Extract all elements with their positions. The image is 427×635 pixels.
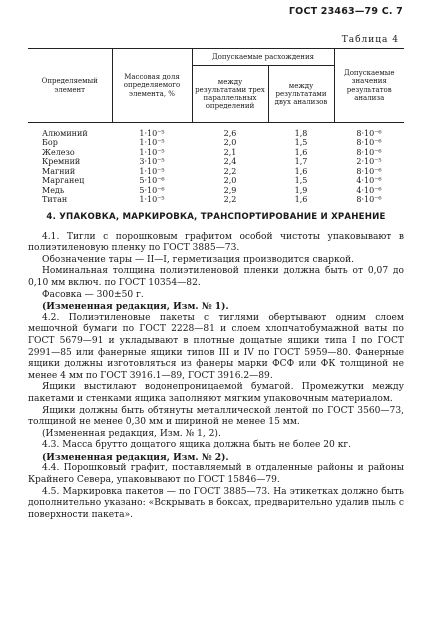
data-table	[28, 48, 404, 205]
paragraph-tare-designation: Обозначение тары — II—I, герметизация производится сваркой.	[42, 254, 355, 265]
cell-two: 1,6	[294, 166, 308, 176]
cell-mass: 5·10⁻⁶	[139, 176, 165, 185]
cell-element: Титан	[42, 195, 68, 204]
cell-three: 2,4	[223, 157, 237, 166]
cell-element: Бор	[42, 138, 58, 147]
paragraph-film-thickness: Номинальная толщина полиэтиленовой пленки должна быть от 0,07 до 0,10 мм включ. по ГОСТ 10354—82.	[28, 266, 404, 288]
header-between-two: между результатами двух анализов	[268, 66, 334, 123]
cell-two: 1,8	[294, 128, 308, 138]
amendment-note-3: (Измененная редакция, Изм. № 2).	[42, 451, 229, 463]
cell-allow: 8·10⁻⁶	[356, 138, 382, 147]
cell-allow: 8·10⁻⁶	[356, 195, 382, 204]
cell-three: 2,0	[223, 176, 237, 185]
cell-allow: 8·10⁻⁶	[356, 147, 382, 157]
table-row	[28, 186, 404, 196]
amendment-note-1: (Измененная редакция, Изм. № 1).	[42, 301, 229, 313]
cell-element: Кремний	[42, 157, 81, 166]
cell-two: 1,7	[294, 157, 308, 166]
cell-element: Медь	[42, 185, 65, 195]
cell-two: 1,6	[294, 147, 308, 157]
header-between-three: между результатами трех параллельных определений	[192, 66, 268, 123]
cell-element: Алюминий	[42, 128, 88, 138]
cell-mass: 5·10⁻⁶	[139, 185, 165, 195]
paragraph-4-2: 4.2. Полиэтиленовые пакеты с тиглями обертывают одним слоем мешочной бумаги по ГОСТ 2228—81 и слоем хлопчатобумажной ваты по ГОСТ 5679—91 и укладывают в плотные дощатые ящики типа I по ГОСТ 2991—85 или фанерные ящики типов III и IV по ГОСТ 5959—80. Фанерные ящики должны изготовляться из фанеры марки ФСФ или ФК толщиной не менее 4 мм по ГОСТ 3916.1—89, ГОСТ 3916.2—89.	[28, 312, 404, 381]
section-title: 4. УПАКОВКА, МАРКИРОВКА, ТРАНСПОРТИРОВАНИЕ И ХРАНЕНИЕ	[46, 212, 386, 222]
header-element: Определяемый элемент	[28, 49, 112, 123]
page-header: ГОСТ 23463—79 С. 7	[288, 6, 403, 17]
section-4-body	[28, 212, 404, 521]
cell-allow: 8·10⁻⁶	[356, 166, 382, 176]
header-allowable: Допускаемые значения результатов анализа	[334, 49, 404, 123]
cell-three: 2,1	[223, 147, 237, 157]
table-row	[28, 157, 404, 167]
cell-allow: 4·10⁻⁶	[356, 176, 382, 185]
cell-mass: 3·10⁻⁵	[139, 157, 165, 166]
paragraph-box-lining: Ящики выстилают водонепроницаемой бумагой. Промежутки между пакетами и стенками ящика заполняют мягким упаковочным материалом.	[28, 382, 404, 404]
paragraph-4-1: 4.1. Тигли с порошковым графитом особой чистоты упаковывают в полиэтиленовую пленку по ГОСТ 3885—73.	[28, 231, 404, 254]
paragraph-4-5: 4.5. Маркировка пакетов — по ГОСТ 3885—73. На этикетках должно быть дополнительно указано: «Вскрывать в боксах, предварительно удалив пыль с поверхности пакета».	[28, 486, 404, 520]
cell-three: 2,2	[223, 195, 237, 204]
cell-two: 1,5	[294, 138, 308, 147]
cell-element: Марганец	[42, 176, 85, 185]
cell-two: 1,6	[294, 195, 308, 204]
header-group: Допускаемые расхождения	[192, 49, 334, 66]
header-mass-fraction: Массовая доля определяемого элемента, %	[112, 49, 192, 123]
cell-allow: 4·10⁻⁶	[356, 185, 382, 195]
cell-allow: 8·10⁻⁶	[356, 128, 382, 138]
paragraph-packing-weight: Фасовка — 300±50 г.	[42, 289, 144, 300]
cell-two: 1,9	[294, 185, 308, 195]
cell-allow: 2·10⁻⁵	[356, 157, 382, 166]
cell-three: 2,2	[223, 166, 237, 176]
table-row	[28, 148, 404, 158]
cell-mass: 1·10⁻⁵	[139, 128, 165, 138]
paragraph-4-3: 4.3. Масса брутто дощатого ящика должна быть не более 20 кг.	[42, 440, 352, 451]
table-row	[28, 129, 404, 139]
cell-three: 2,6	[223, 128, 237, 138]
cell-mass: 1·10⁻⁵	[139, 147, 165, 157]
table-row	[28, 195, 404, 205]
cell-element: Железо	[42, 147, 75, 157]
table-row	[28, 176, 404, 186]
cell-two: 1,5	[294, 176, 308, 185]
paragraph-4-4: 4.4. Порошковый графит, поставляемый в отдаленные районы и районы Крайнего Севера, упаковывают по ГОСТ 15846—79.	[28, 463, 404, 486]
table-row	[28, 138, 404, 148]
cell-element: Магний	[42, 166, 76, 176]
table-caption: Таблица 4	[341, 35, 399, 45]
cell-three: 2,9	[223, 185, 237, 195]
cell-mass: 1·10⁻⁵	[139, 138, 165, 147]
amendment-note-2: (Измененная редакция, Изм. № 1, 2).	[42, 428, 221, 439]
cell-three: 2,0	[223, 138, 237, 147]
cell-mass: 1·10⁻⁵	[139, 166, 165, 176]
table-row	[28, 167, 404, 177]
cell-mass: 1·10⁻⁵	[139, 195, 165, 204]
paragraph-box-strapping: Ящики должны быть обтянуты металлической лентой по ГОСТ 3560—73, толщиной не менее 0,30 мм и шириной не менее 15 мм.	[28, 405, 404, 428]
